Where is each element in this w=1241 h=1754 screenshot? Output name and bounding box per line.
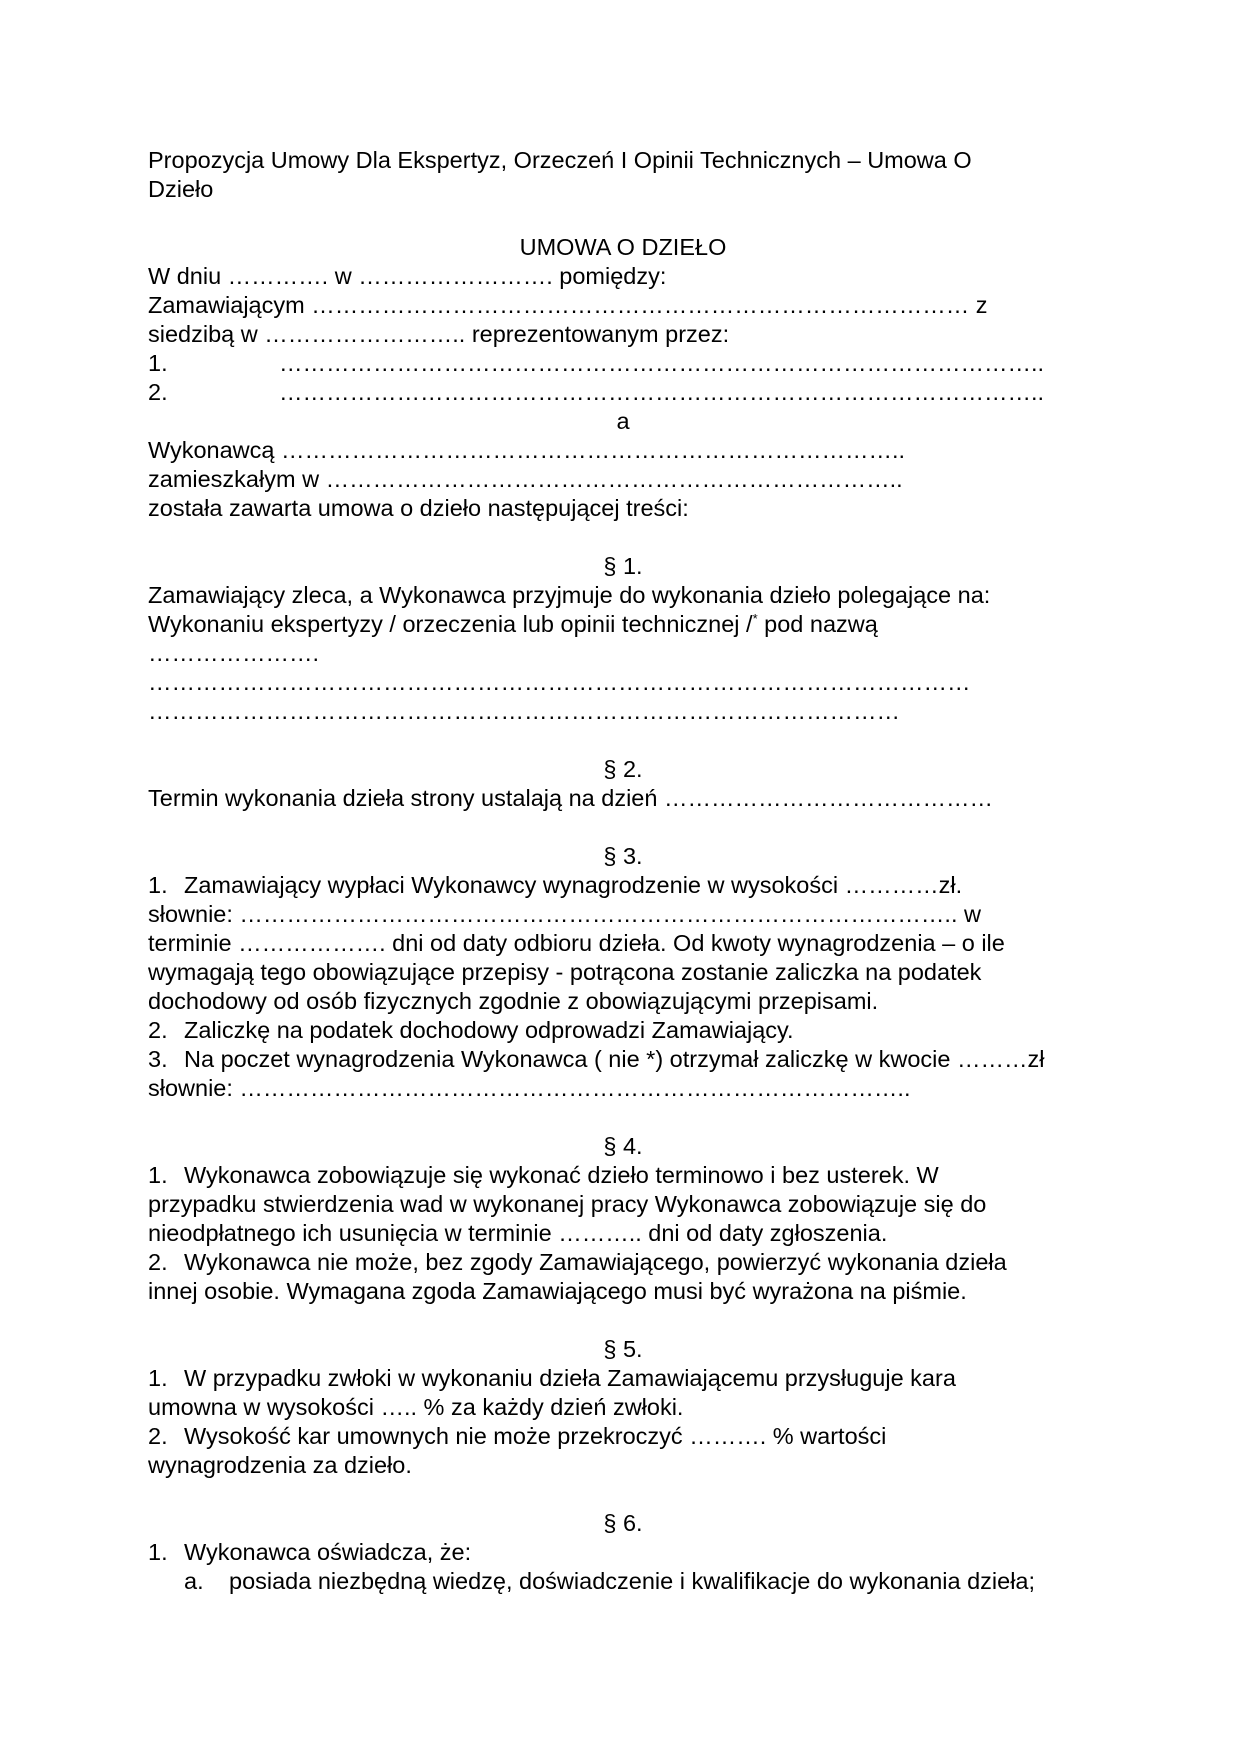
section-4-point-1-text: Wykonawca zobowiązuje się wykonać dzieło terminowo i bez usterek. W — [184, 1162, 939, 1188]
section-4-point-2 — [148, 1248, 1098, 1277]
section-3-line-5: dochodowy od osób fizycznych zgodnie z obowiązującymi przepisami. — [148, 988, 879, 1014]
section-5-point-2-text: Wysokość kar umownych nie może przekroczyć ………. % wartości — [184, 1423, 887, 1449]
section-3-point-3-number: 3. — [148, 1046, 168, 1072]
section-5-point-2 — [148, 1422, 1098, 1451]
section-5-line-2: umowna w wysokości ….. % za każdy dzień zwłoki. — [148, 1394, 684, 1420]
section-2-line-1: Termin wykonania dzieła strony ustalają na dzień …………………………………… — [148, 785, 993, 811]
section-1-line-5: …………………………………………………………………………………… — [148, 698, 900, 724]
client-line: Zamawiającym ………………………………………………………………………… z — [148, 292, 988, 318]
section-1-line-2-text: Wykonaniu ekspertyzy / orzeczenia lub opinii technicznej / — [148, 611, 753, 637]
section-6-point-1-number: 1. — [148, 1539, 168, 1565]
section-5-heading: § 5. — [603, 1336, 643, 1362]
section-5-point-2-number: 2. — [148, 1423, 168, 1449]
section-3-point-3-text: Na poczet wynagrodzenia Wykonawca ( nie *) otrzymał zaliczkę w kwocie ………zł — [184, 1046, 1045, 1072]
section-6-subpoint-a-text: posiada niezbędną wiedzę, doświadczenie i kwalifikacje do wykonania dzieła; — [229, 1568, 1036, 1594]
document-page — [148, 146, 1098, 1596]
representative-1-number: 1. — [148, 350, 168, 376]
section-3-line-4: wymagają tego obowiązujące przepisy - potrącona zostanie zaliczka na podatek — [148, 959, 982, 985]
section-6-subpoint-a — [148, 1567, 1098, 1596]
section-3-point-1-text: Zamawiający wypłaci Wykonawcy wynagrodzenie w wysokości …………zł. — [184, 872, 963, 898]
section-1-line-2-suffix: pod nazwą — [757, 611, 878, 637]
section-4-line-2: przypadku stwierdzenia wad w wykonanej pracy Wykonawca zobowiązuje się do — [148, 1191, 987, 1217]
representative-2-dots: …………………………………………………………………………………….. — [279, 379, 1045, 405]
document-title-line-1: Propozycja Umowy Dla Ekspertyz, Orzeczeń I Opinii Technicznych – Umowa O — [148, 147, 972, 173]
concluded-statement: została zawarta umowa o dzieło następującej treści: — [148, 495, 689, 521]
section-4-point-2-number: 2. — [148, 1249, 168, 1275]
section-6-point-1 — [148, 1538, 1098, 1567]
section-4-point-2-text: Wykonawca nie może, bez zgody Zamawiającego, powierzyć wykonania dzieła — [184, 1249, 1007, 1275]
contract-heading: UMOWA O DZIEŁO — [519, 234, 727, 260]
section-6-heading: § 6. — [603, 1510, 643, 1536]
section-3-point-2-number: 2. — [148, 1017, 168, 1043]
section-3-point-3 — [148, 1045, 1098, 1074]
section-5-line-4: wynagrodzenia za dzieło. — [148, 1452, 412, 1478]
section-3-line-8: słownie: ………………………………………………………………………….. — [148, 1075, 911, 1101]
section-5-point-1-text: W przypadku zwłoki w wykonaniu dzieła Zamawiającemu przysługuje kara — [184, 1365, 956, 1391]
contractor-residence-line: zamieszkałym w ……………………………………………………………….. — [148, 466, 903, 492]
client-seat-line: siedzibą w …………………….. reprezentowanym przez: — [148, 321, 730, 347]
document-title-line-2: Dzieło — [148, 176, 214, 202]
section-1-line-1: Zamawiający zleca, a Wykonawca przyjmuje do wykonania dzieło polegające na: — [148, 582, 991, 608]
section-1-line-4: …………………………………………………………………………………………… — [148, 669, 971, 695]
section-3-line-2: słownie: ……………………………………………………………………………….. w — [148, 901, 981, 927]
section-6-point-1-text: Wykonawca oświadcza, że: — [184, 1539, 472, 1565]
section-4-heading: § 4. — [603, 1133, 643, 1159]
section-3-line-3: terminie ………………. dni od daty odbioru dzieła. Od kwoty wynagrodzenia – o ile — [148, 930, 1005, 956]
conjunction-and: a — [616, 408, 630, 434]
section-6-subpoint-a-letter: a. — [184, 1568, 204, 1594]
section-5-point-1 — [148, 1364, 1098, 1393]
footnote-asterisk: * — [752, 611, 758, 627]
section-4-line-5: innej osobie. Wymagana zgoda Zamawiającego musi być wyrażona na piśmie. — [148, 1278, 967, 1304]
section-4-line-3: nieodpłatnego ich usunięcia w terminie ……….. dni od daty zgłoszenia. — [148, 1220, 888, 1246]
section-2-heading: § 2. — [603, 756, 643, 782]
contractor-line: Wykonawcą …………………………………………………………………….. — [148, 437, 906, 463]
section-3-point-2-text: Zaliczkę na podatek dochodowy odprowadzi Zamawiający. — [184, 1017, 794, 1043]
section-5-point-1-number: 1. — [148, 1365, 168, 1391]
section-4-point-1-number: 1. — [148, 1162, 168, 1188]
section-1-heading: § 1. — [603, 553, 643, 579]
section-3-point-2 — [148, 1016, 1098, 1045]
section-3-point-1 — [148, 871, 1098, 900]
section-4-point-1 — [148, 1161, 1098, 1190]
section-3-point-1-number: 1. — [148, 872, 168, 898]
representative-2-number: 2. — [148, 379, 168, 405]
representative-1 — [148, 349, 1098, 378]
section-3-heading: § 3. — [603, 843, 643, 869]
date-place-line: W dniu …………. w ……………………. pomiędzy: — [148, 263, 667, 289]
section-1-line-2 — [148, 610, 1098, 639]
representative-2 — [148, 378, 1098, 407]
representative-1-dots: …………………………………………………………………………………….. — [279, 350, 1045, 376]
section-1-line-3: …………………. — [148, 640, 320, 666]
